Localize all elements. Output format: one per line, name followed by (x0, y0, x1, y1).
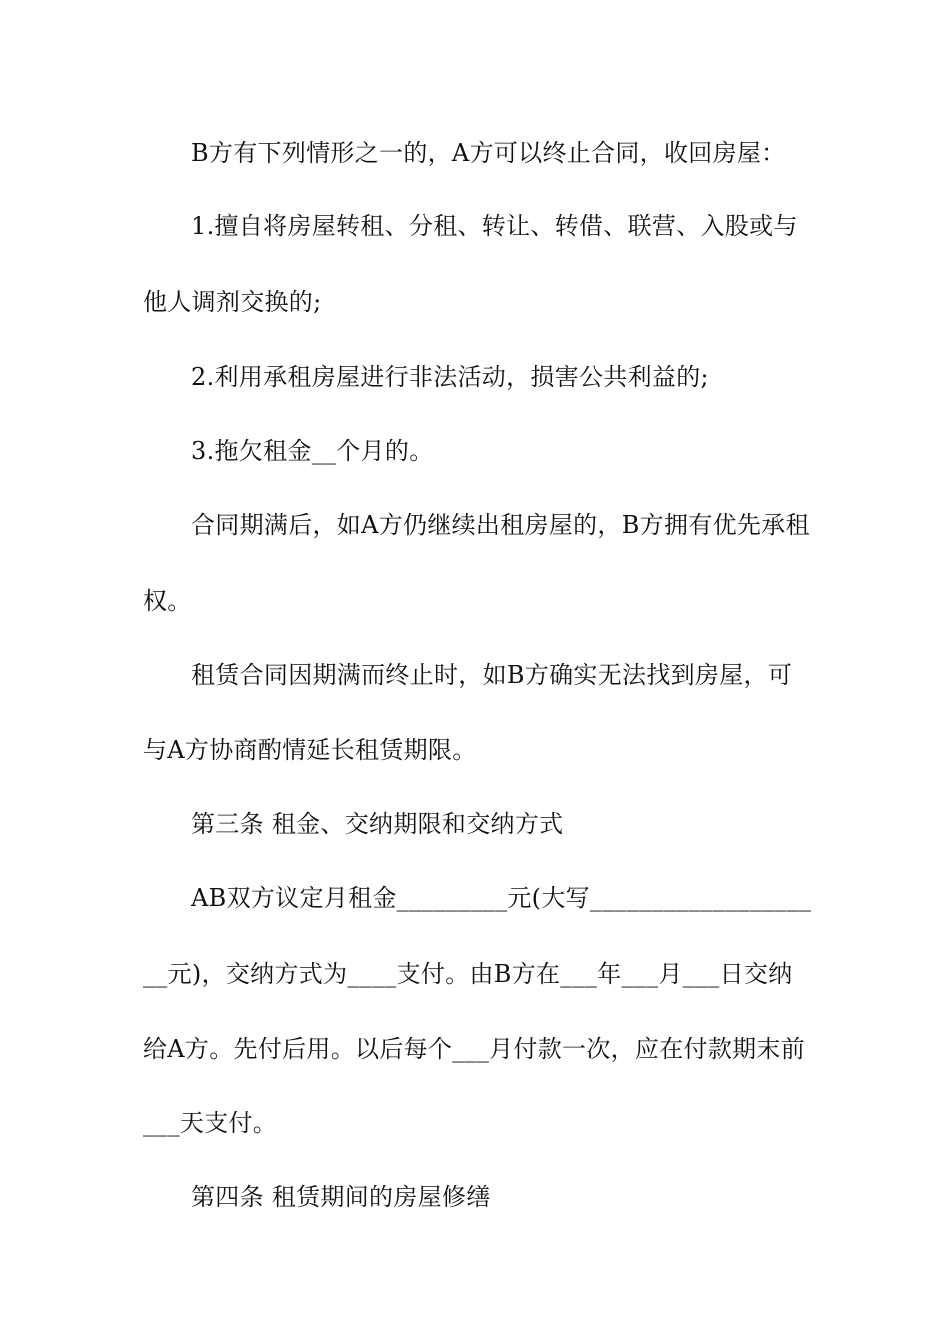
rent-paragraph-line-4: ___天支付。 (143, 1109, 278, 1137)
paragraph-extension-continued: 与A方协商酌情延长租赁期限。 (143, 736, 477, 764)
clause-item-1-continued: 他人调剂交换的; (143, 288, 322, 316)
article-3-heading: 第三条 租金、交纳期限和交纳方式 (191, 810, 564, 838)
paragraph-termination-intro: B方有下列情形之一的，A方可以终止合同，收回房屋： (191, 139, 786, 167)
rent-paragraph-line-1: AB双方议定月租金_________元(大写__________________ (191, 884, 812, 912)
clause-item-1: 1.擅自将房屋转租、分租、转让、转借、联营、入股或与 (191, 212, 798, 240)
article-4-heading: 第四条 租赁期间的房屋修缮 (191, 1183, 491, 1211)
clause-item-3: 3.拖欠租金__个月的。 (191, 437, 434, 465)
rent-paragraph-line-3: 给A方。先付后用。以后每个___月付款一次，应在付款期末前 (143, 1035, 806, 1063)
paragraph-extension: 租赁合同因期满而终止时，如B方确实无法找到房屋，可 (191, 661, 793, 689)
clause-item-2: 2.利用承租房屋进行非法活动，损害公共利益的; (191, 363, 709, 391)
paragraph-priority-lease: 合同期满后，如A方仍继续出租房屋的，B方拥有优先承租 (191, 511, 810, 539)
paragraph-priority-lease-continued: 权。 (143, 587, 192, 615)
rent-paragraph-line-2: __元)，交纳方式为____支付。由B方在___年___月___日交纳 (143, 960, 793, 988)
